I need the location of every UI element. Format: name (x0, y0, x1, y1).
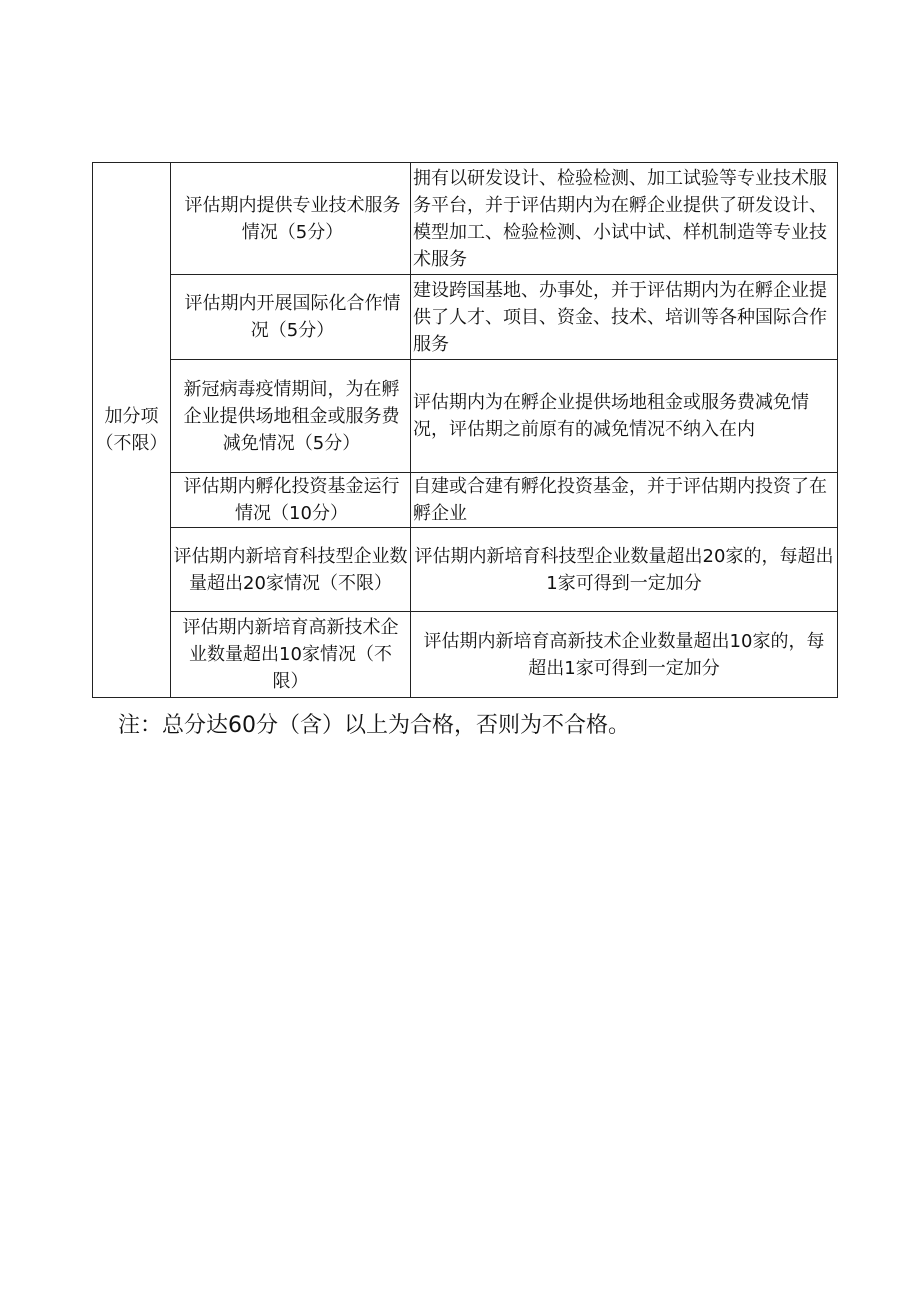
table-row (93, 528, 838, 612)
description-cell: 评估期内为在孵企业提供场地租金或服务费减免情况，评估期之前原有的减免情况不纳入在内 (411, 360, 838, 473)
table-row (93, 612, 838, 698)
item-cell: 评估期内开展国际化合作情况（5分） (171, 275, 411, 360)
description-cell: 评估期内新培育高新技术企业数量超出10家的，每超出1家可得到一定加分 (411, 612, 838, 698)
item-cell: 评估期内新培育高新技术企业数量超出10家情况（不限） (171, 612, 411, 698)
table-row (93, 473, 838, 528)
item-cell: 评估期内新培育科技型企业数量超出20家情况（不限） (171, 528, 411, 612)
table-row (93, 275, 838, 360)
description-cell: 自建或合建有孵化投资基金，并于评估期内投资了在孵企业 (411, 473, 838, 528)
footnote: 注：总分达60分（含）以上为合格，否则为不合格。 (118, 713, 630, 738)
description-cell: 建设跨国基地、办事处，并于评估期内为在孵企业提供了人才、项目、资金、技术、培训等各种国际合作服务 (411, 275, 838, 360)
item-cell: 评估期内孵化投资基金运行情况（10分） (171, 473, 411, 528)
description-cell: 拥有以研发设计、检验检测、加工试验等专业技术服务平台，并于评估期内为在孵企业提供了研发设计、模型加工、检验检测、小试中试、样机制造等专业技术服务 (411, 163, 838, 275)
table-row (93, 360, 838, 473)
table-row (93, 163, 838, 275)
description-cell: 评估期内新培育科技型企业数量超出20家的，每超出1家可得到一定加分 (411, 528, 838, 612)
item-cell: 评估期内提供专业技术服务情况（5分） (171, 163, 411, 275)
item-cell: 新冠病毒疫情期间，为在孵企业提供场地租金或服务费减免情况（5分） (171, 360, 411, 473)
category-cell: 加分项（不限） (93, 163, 171, 698)
bonus-score-table (92, 162, 838, 698)
